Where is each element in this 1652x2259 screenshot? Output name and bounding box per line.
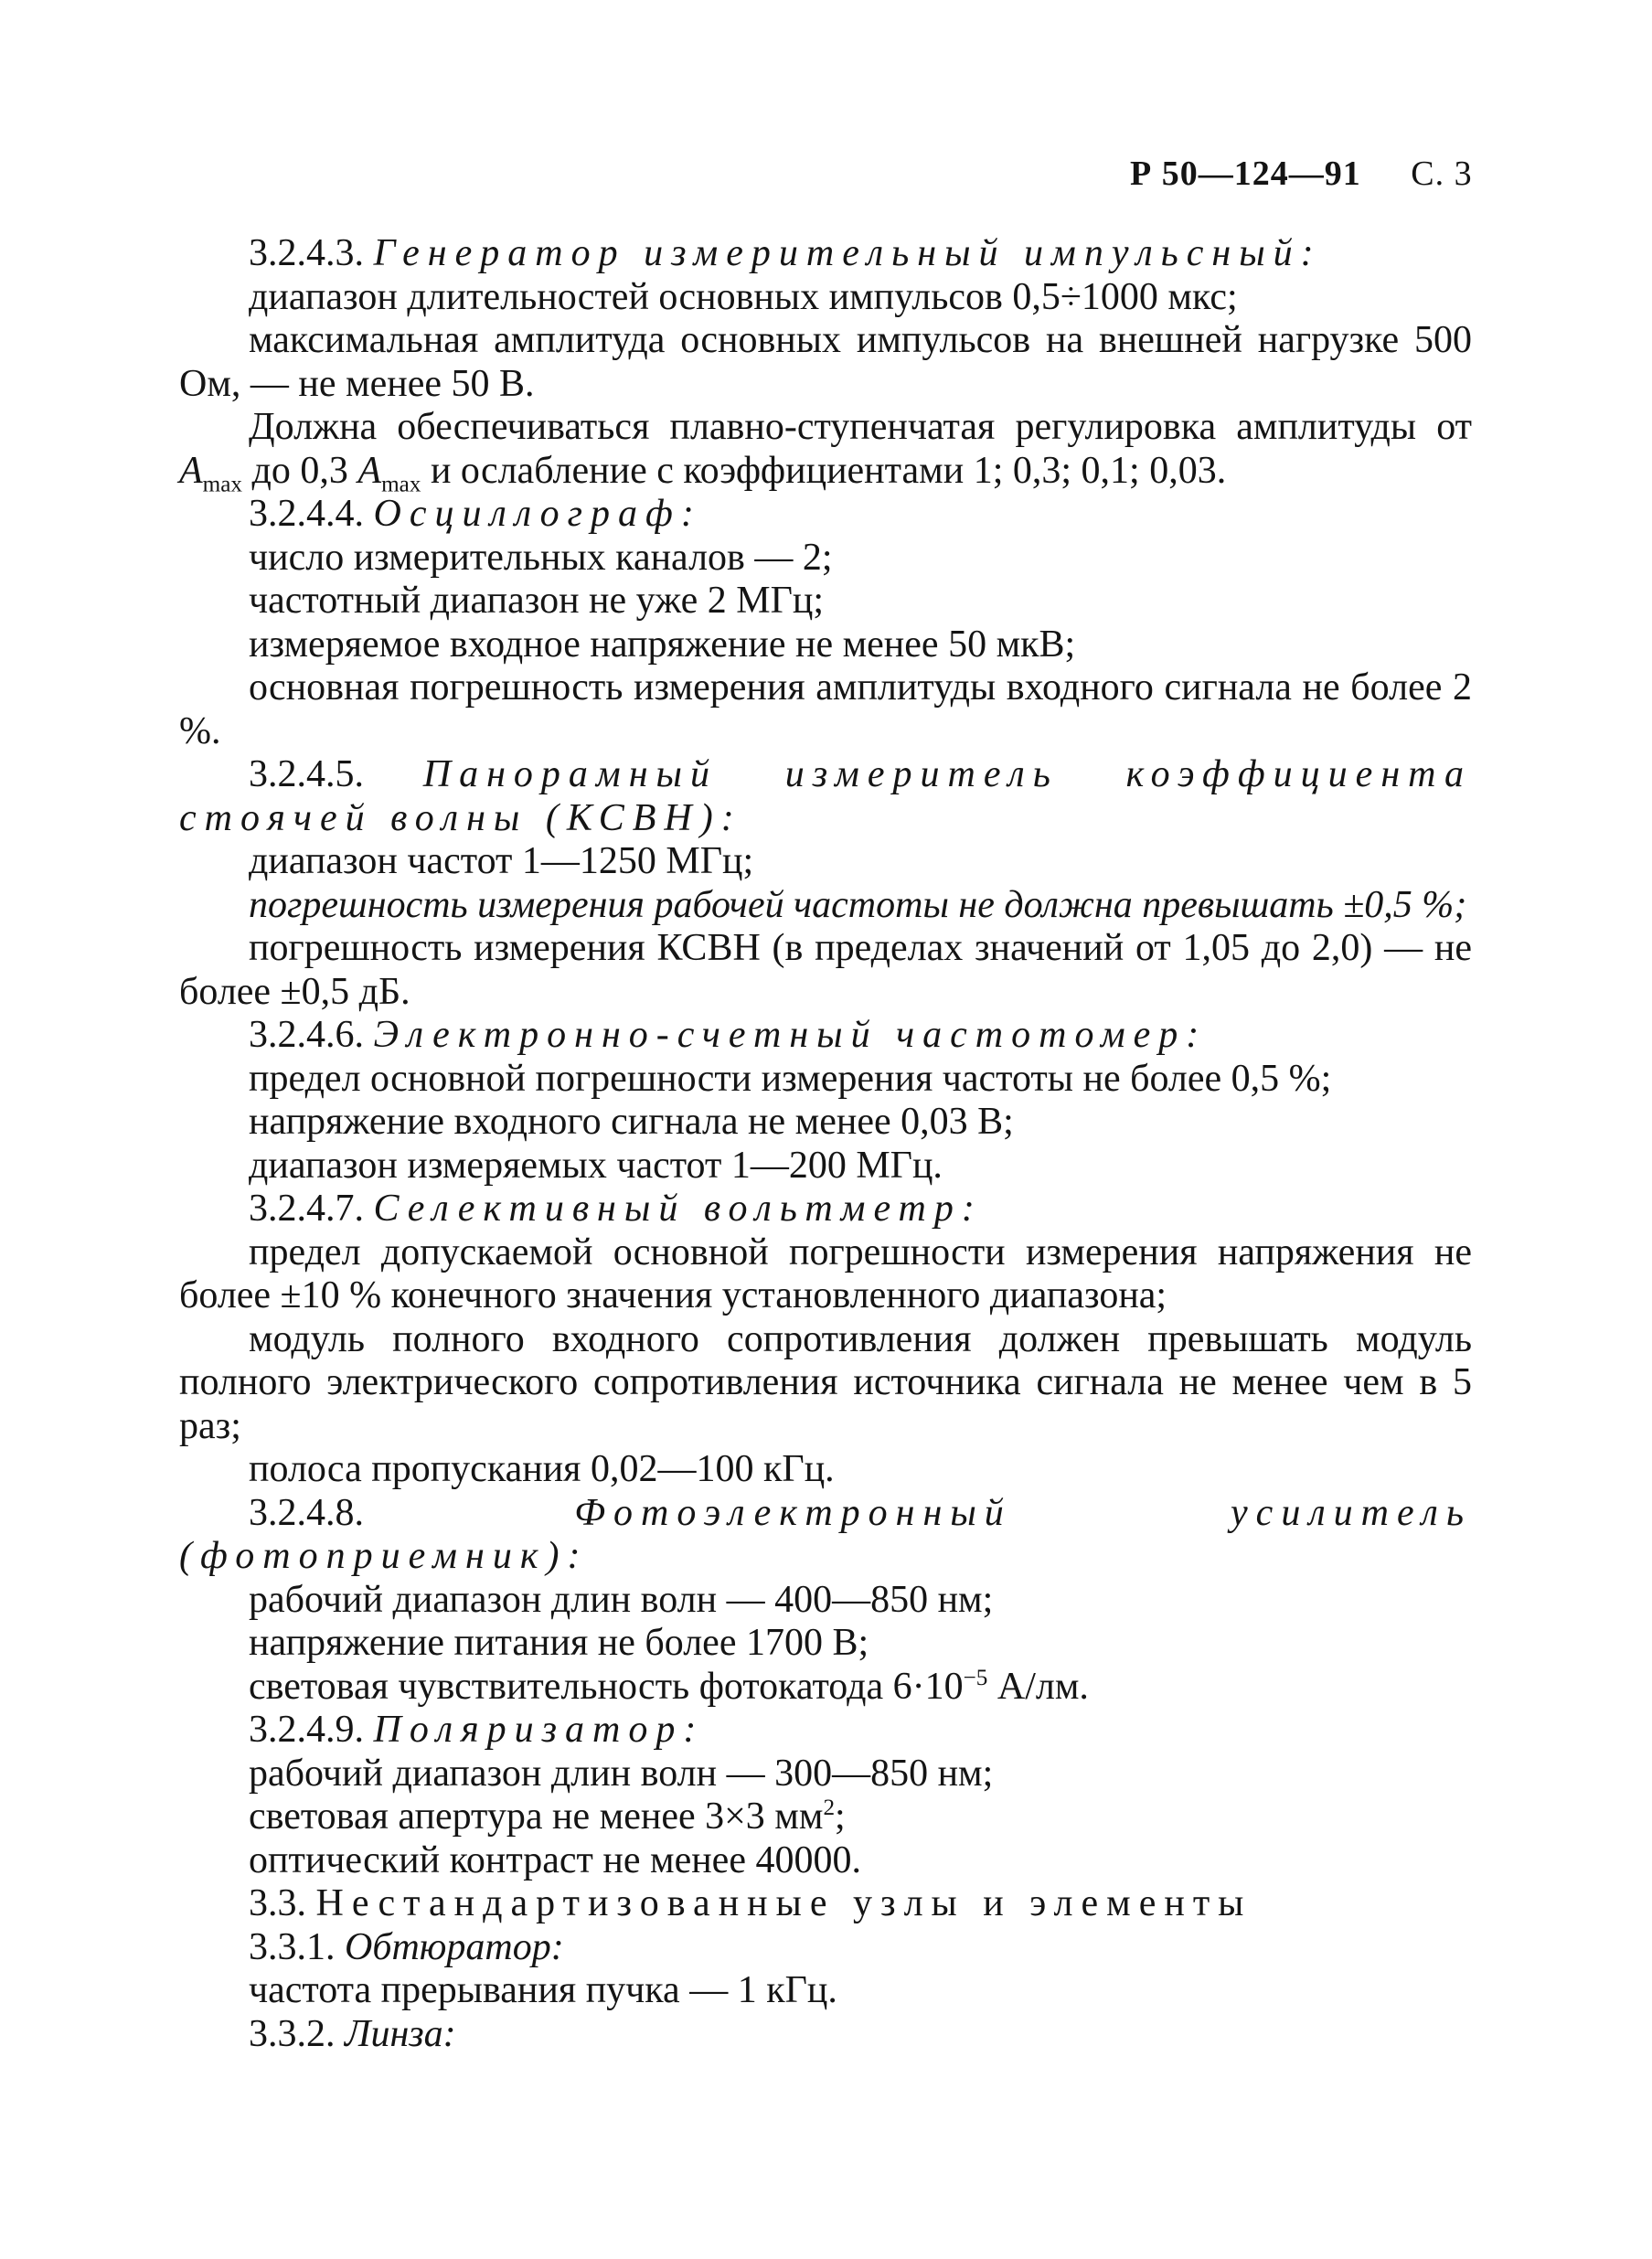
section-3243-heading bbox=[179, 232, 1472, 276]
amax-subscript: max bbox=[202, 471, 243, 496]
amax-subscript: max bbox=[381, 471, 421, 496]
section-3244-heading bbox=[179, 493, 1472, 537]
page-header bbox=[1130, 154, 1473, 194]
section-3247-heading bbox=[179, 1188, 1472, 1231]
section-title: Поляризатор: bbox=[373, 1709, 705, 1751]
document-body bbox=[179, 232, 1472, 2056]
paragraph: измеряемое входное напряжение не менее 50 мкВ; bbox=[249, 623, 1076, 666]
section-331-heading bbox=[179, 1926, 1472, 1970]
paragraph: диапазон измеряемых частот 1—200 МГц. bbox=[249, 1144, 943, 1187]
section-number: 3.3.1. bbox=[249, 1925, 336, 1968]
section-title: Селективный вольтметр: bbox=[373, 1188, 983, 1230]
section-332-heading bbox=[179, 2013, 1472, 2057]
text-run: световая чувствительность фотокатода 6·10 bbox=[249, 1665, 964, 1708]
section-title: Электронно-счетный частотомер: bbox=[373, 1014, 1208, 1056]
section-number: 3.2.4.6. bbox=[249, 1014, 364, 1056]
paragraph bbox=[179, 406, 1472, 496]
paragraph: оптический контраст не менее 40000. bbox=[249, 1838, 861, 1881]
paragraph: частотный диапазон не уже 2 МГц; bbox=[249, 580, 824, 622]
section-number: 3.3. bbox=[249, 1882, 306, 1924]
section-number: 3.2.4.5. bbox=[249, 753, 364, 795]
section-title: Генератор измерительный импульсный: bbox=[373, 232, 1322, 274]
paragraph: погрешность измерения КСВН (в пределах значений от 1,05 до 2,0) — не более ±0,5 дБ. bbox=[179, 927, 1472, 1013]
section-3248-heading bbox=[179, 1492, 1472, 1579]
paragraph: число измерительных каналов — 2; bbox=[249, 536, 833, 579]
paragraph: напряжение питания не более 1700 В; bbox=[249, 1622, 869, 1664]
section-title: Панорамный измеритель коэффициента стоячей волны (КСВН): bbox=[179, 753, 1472, 839]
section-number: 3.2.4.7. bbox=[249, 1188, 364, 1230]
text-run: ; bbox=[835, 1795, 846, 1838]
paragraph: диапазон частот 1—1250 МГц; bbox=[249, 840, 754, 882]
paragraph: погрешность измерения рабочей частоты не должна превышать ±0,5 %; bbox=[249, 883, 1467, 926]
text-run: Должна обеспечиваться плавно-ступенчатая регулировка амплитуды от bbox=[249, 406, 1472, 448]
paragraph: основная погрешность измерения амплитуды входного сигнала не более 2 %. bbox=[179, 666, 1472, 752]
paragraph bbox=[179, 1666, 1472, 1710]
section-number: 3.2.4.3. bbox=[249, 232, 364, 274]
paragraph: диапазон длительностей основных импульсов 0,5÷1000 мкс; bbox=[249, 275, 1238, 318]
paragraph: рабочий диапазон длин волн — 300—850 нм; bbox=[249, 1752, 994, 1795]
exponent: 2 bbox=[823, 1795, 836, 1820]
paragraph: напряжение входного сигнала не менее 0,03 В; bbox=[249, 1101, 1014, 1143]
amax-symbol: A bbox=[357, 449, 382, 492]
section-title: Линза: bbox=[345, 2012, 456, 2055]
section-title: Обтюратор: bbox=[345, 1925, 564, 1968]
section-title: Фотоэлектронный усилитель (фотоприемник): bbox=[179, 1491, 1472, 1577]
section-title: Нестандартизованные узлы и элементы bbox=[315, 1882, 1252, 1924]
paragraph bbox=[179, 1795, 1472, 1839]
paragraph: частота прерывания пучка — 1 кГц. bbox=[249, 1969, 837, 2011]
paragraph: модуль полного входного сопротивления должен превышать модуль полного электрического сопротивления источника сигнала не менее чем в 5 раз; bbox=[179, 1317, 1472, 1447]
text-run: А/лм. bbox=[987, 1665, 1089, 1708]
text-run: и ослабление с коэффициентами 1; 0,3; 0,1; 0,03. bbox=[421, 449, 1227, 492]
section-number: 3.2.4.4. bbox=[249, 493, 364, 535]
text-run: световая апертура не менее 3×3 мм bbox=[249, 1795, 824, 1838]
document-code: Р 50—124—91 bbox=[1130, 155, 1361, 193]
paragraph: максимальная амплитуда основных импульсов на внешней нагрузке 500 Ом, — не менее 50 В. bbox=[179, 319, 1472, 405]
section-3249-heading bbox=[179, 1709, 1472, 1753]
paragraph: рабочий диапазон длин волн — 400—850 нм; bbox=[249, 1578, 994, 1621]
amax-symbol: A bbox=[179, 449, 203, 492]
section-number: 3.2.4.9. bbox=[249, 1709, 364, 1751]
section-3246-heading bbox=[179, 1014, 1472, 1058]
section-number: 3.3.2. bbox=[249, 2012, 336, 2055]
text-run: до 0,3 bbox=[242, 449, 358, 492]
section-3245-heading bbox=[179, 753, 1472, 840]
section-number: 3.2.4.8. bbox=[249, 1491, 364, 1534]
page-number: С. 3 bbox=[1411, 155, 1473, 193]
section-title: Осциллограф: bbox=[373, 493, 702, 535]
paragraph: предел основной погрешности измерения частоты не более 0,5 %; bbox=[249, 1057, 1332, 1100]
section-33-heading bbox=[179, 1882, 1472, 1926]
exponent: −5 bbox=[963, 1665, 988, 1690]
paragraph: полоса пропускания 0,02—100 кГц. bbox=[249, 1448, 835, 1490]
paragraph: предел допускаемой основной погрешности измерения напряжения не более ±10 % конечного значения установленного диапазона; bbox=[179, 1231, 1472, 1316]
